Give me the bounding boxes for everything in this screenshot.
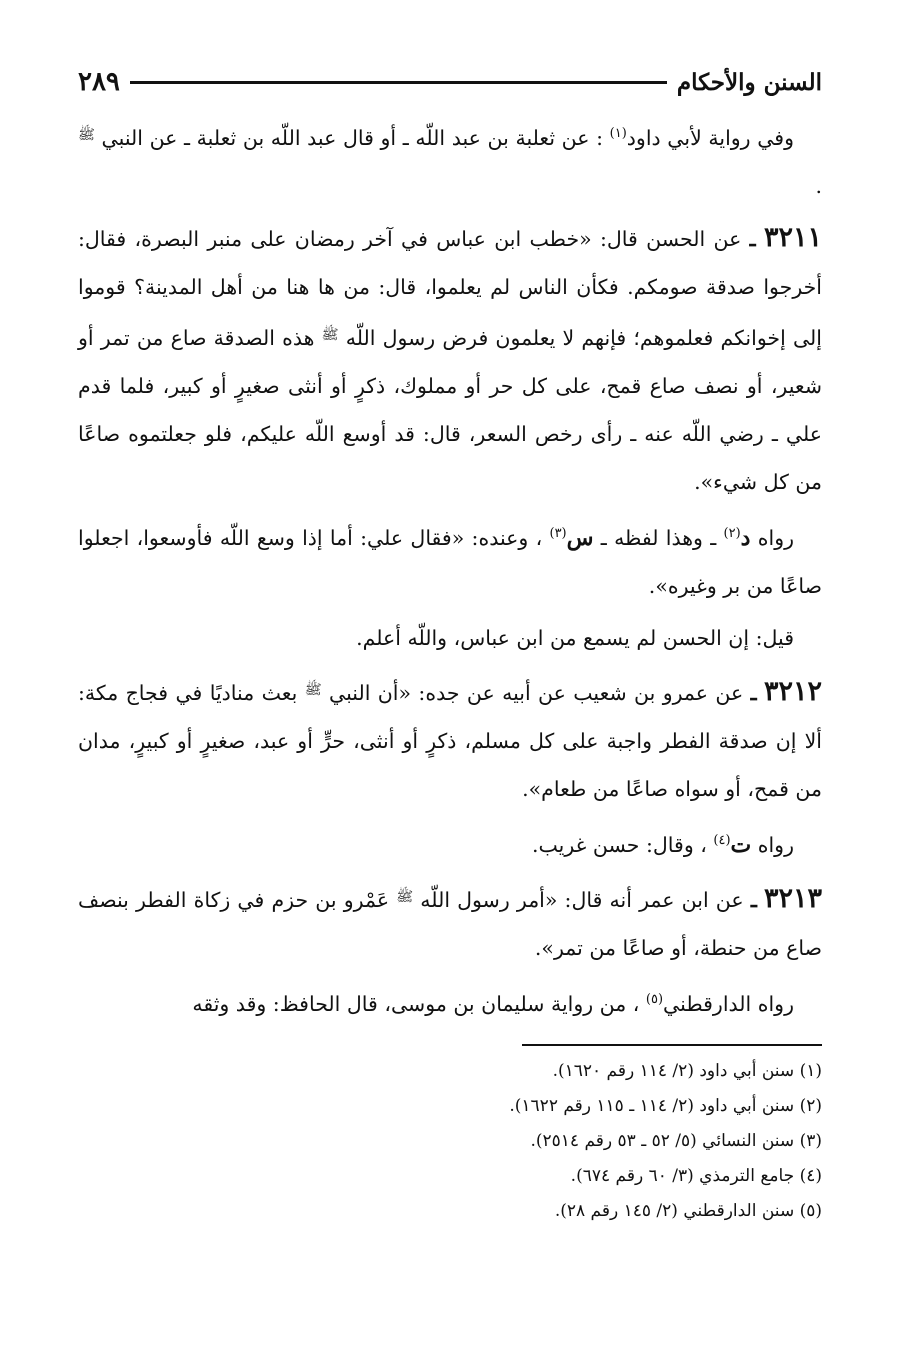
running-title: السنن والأحكام — [676, 68, 822, 96]
hadith-dash: ـ — [750, 681, 757, 705]
footnote-item: (٤) جامع الترمذي (٣/ ٦٠ رقم ٦٧٤). — [570, 1166, 822, 1186]
paragraph-text: رواه — [750, 526, 794, 550]
page-number: ٢٨٩ — [78, 67, 120, 97]
hadith-text: بعث مناديًا في فجاج مكة: ألا إن صدقة الفطر واجبة على كل مسلم، ذكرٍ أو أنثى، حرٍّ أو عبد، صغيرٍ أو كبيرٍ، مدان من قمح، أو سواه صاعًا من طعام». — [78, 681, 822, 801]
paragraph-text: رواه الدارقطني — [663, 992, 794, 1016]
page-header — [78, 62, 822, 102]
footnote-item: (٢) سنن أبي داود (٢/ ١١٤ ـ ١١٥ رقم ١٦٢٢). — [509, 1096, 822, 1116]
book-page — [78, 62, 822, 1229]
source-symbol-tirmidhi: ت — [730, 832, 752, 858]
salawat-glyph: ﷺ — [396, 889, 414, 905]
hadith-dash: ـ — [750, 888, 757, 912]
hadith-3211-paragraph — [78, 214, 822, 506]
paragraph-text: قيل: إن الحسن لم يسمع من ابن عباس، واللّه أعلم. — [356, 626, 794, 650]
narration-3212-paragraph — [78, 817, 822, 869]
hadith-text: عَمْرو بن حزم في زكاة الفطر بنصف صاع من حنطة، أو صاعًا من تمر». — [78, 888, 822, 960]
hadith-number: ٣٢١٢ — [763, 676, 822, 707]
hadith-3212-paragraph — [78, 666, 822, 813]
paragraph-text: ، من رواية سليمان بن موسى، قال الحافظ: وقد وثقه — [192, 992, 646, 1016]
footnote-ref: (٢) — [723, 526, 741, 541]
paragraph-text: . — [815, 174, 822, 198]
source-symbol-abu-dawud: د — [740, 525, 751, 551]
paragraph-text: رواه — [751, 833, 794, 857]
footnotes-list — [78, 1054, 822, 1229]
hadith-text: عن الحسن قال: «خطب ابن عباس في آخر رمضان على منبر البصرة، فقال: أخرجوا صدقة صومكم. فكأن الناس لم يعلموا، قال: من ها هنا من أهل المدينة؟ قوموا إلى إخوانكم فعلموهم؛ فإنهم لا يعلمون فرض رسول اللّه — [78, 227, 822, 350]
hadith-text: عن عمرو بن شعيب عن أبيه عن جده: «أن النبي — [321, 681, 751, 705]
hadith-dash: ـ — [749, 227, 756, 251]
abu-dawud-variant-paragraph — [78, 110, 822, 210]
footnote-item: (١) سنن أبي داود (٢/ ١١٤ رقم ١٦٢٠). — [552, 1061, 822, 1081]
hadith-number: ٣٢١٣ — [763, 883, 822, 914]
salawat-glyph: ﷺ — [78, 127, 95, 143]
paragraph-text: ـ وهذا لفظه ـ — [593, 526, 724, 550]
footnote-ref: (١) — [609, 126, 627, 141]
hadith-text: عن ابن عمر أنه قال: «أمر رسول اللّه — [413, 888, 751, 912]
narration-3211-paragraph — [78, 510, 822, 610]
footnote-ref: (٣) — [549, 526, 567, 541]
footnote-ref: (٥) — [645, 992, 664, 1007]
footnote-ref: (٤) — [713, 833, 731, 848]
paragraph-text: وفي رواية لأبي داود — [626, 126, 794, 150]
paragraph-text: : عن ثعلبة بن عبد اللّه ـ أو قال عبد اللّه بن ثعلبة ـ عن النبي — [94, 126, 610, 150]
source-symbol-nasai: س — [566, 525, 594, 551]
header-rule — [130, 81, 667, 84]
hadith-3213-paragraph — [78, 873, 822, 972]
paragraph-text: ، وقال: حسن غريب. — [531, 833, 714, 857]
hadith-text: هذه الصدقة صاع من تمر أو شعير، أو نصف صاع قمح، على كل حر أو مملوك، ذكرٍ أو أنثى صغيرٍ أو كبير، فلما قدم علي ـ رضي اللّه عنه ـ رأى رخص السعر، قال: قد أوسع اللّه عليكم، فلو جعلتموه صاعًا من كل شيء». — [78, 326, 822, 494]
paragraph-text: ، وعنده: «فقال علي: أما إذا وسع اللّه فأوسعوا، اجعلوا صاعًا من بر وغيره». — [78, 526, 822, 598]
footnote-item: (٥) سنن الدارقطني (٢/ ١٤٥ رقم ٢٨). — [554, 1201, 822, 1221]
comment-3211-paragraph — [78, 614, 822, 662]
salawat-glyph: ﷺ — [304, 682, 322, 698]
narration-3213-paragraph — [78, 976, 822, 1028]
footnote-item: (٣) سنن النسائي (٥/ ٥٢ ـ ٥٣ رقم ٢٥١٤). — [530, 1131, 822, 1151]
salawat-glyph: ﷺ — [321, 327, 339, 343]
hadith-number: ٣٢١١ — [763, 222, 822, 253]
footnote-separator — [522, 1044, 822, 1046]
